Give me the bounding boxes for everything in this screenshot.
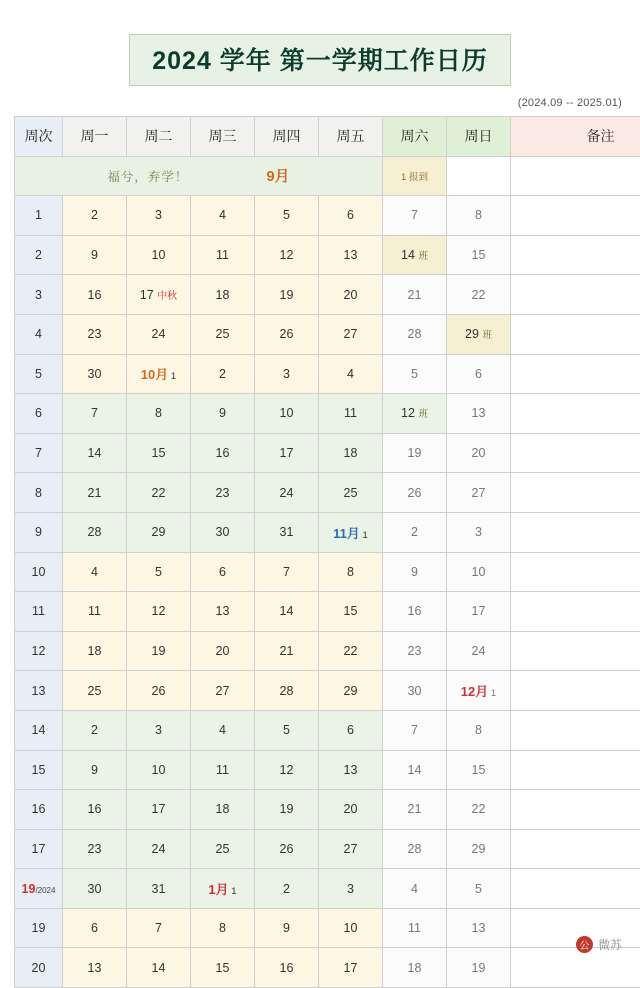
day-cell: 15: [127, 433, 191, 473]
day-cell: 30: [191, 512, 255, 552]
remark-cell: [511, 869, 640, 909]
week-index-cell: 10: [15, 552, 63, 592]
day-cell: 18: [319, 433, 383, 473]
day-cell: 17: [447, 592, 511, 632]
day-cell: 25: [319, 473, 383, 513]
header-remarks: 备注: [511, 117, 640, 157]
day-cell: 13: [319, 235, 383, 275]
day-cell: 3: [255, 354, 319, 394]
day-cell: 16: [255, 948, 319, 988]
day-cell: 20: [319, 790, 383, 830]
day-cell: 10: [319, 908, 383, 948]
remark-cell: [447, 156, 511, 196]
day-cell: 4: [191, 196, 255, 236]
header-saturday: 周六: [383, 117, 447, 157]
day-cell: 13: [319, 750, 383, 790]
table-row: [15, 512, 640, 552]
table-row: [15, 710, 640, 750]
week-index-cell: 16: [15, 790, 63, 830]
day-cell: 19: [127, 631, 191, 671]
day-cell: 10月 1: [127, 354, 191, 394]
day-cell: 12: [127, 592, 191, 632]
table-row: [15, 750, 640, 790]
day-cell: 6: [319, 710, 383, 750]
week-index-cell: 14: [15, 710, 63, 750]
day-cell: 8: [127, 394, 191, 434]
day-cell: 17: [319, 948, 383, 988]
day-cell: 4: [191, 710, 255, 750]
remark-cell: [511, 790, 640, 830]
day-cell: 27: [191, 671, 255, 711]
day-cell: 14: [127, 948, 191, 988]
week-index-cell: 3: [15, 275, 63, 315]
day-cell: 5: [447, 869, 511, 909]
week-index-cell: 17: [15, 829, 63, 869]
remark-cell: [511, 671, 640, 711]
remark-cell: [511, 592, 640, 632]
day-cell: 11月 1: [319, 512, 383, 552]
day-cell: 4: [319, 354, 383, 394]
week-index-cell: 20: [15, 948, 63, 988]
header-monday: 周一: [63, 117, 127, 157]
day-cell: 20: [191, 631, 255, 671]
day-cell: 13: [63, 948, 127, 988]
day-cell: 10: [127, 750, 191, 790]
week-index-cell: 15: [15, 750, 63, 790]
remark-cell: [511, 235, 640, 275]
header-friday: 周五: [319, 117, 383, 157]
day-cell: 16: [63, 275, 127, 315]
remark-cell: [511, 631, 640, 671]
remark-cell: [511, 948, 640, 988]
table-row: [15, 314, 640, 354]
day-cell: 11: [63, 592, 127, 632]
table-row: [15, 829, 640, 869]
day-cell: 28: [63, 512, 127, 552]
table-row: [15, 552, 640, 592]
day-cell: 28: [383, 314, 447, 354]
day-cell: 21: [383, 790, 447, 830]
day-cell: 5: [255, 196, 319, 236]
day-cell: 11: [191, 750, 255, 790]
week-index-cell: 1: [15, 196, 63, 236]
week-index-cell: 6: [15, 394, 63, 434]
day-cell: 21: [383, 275, 447, 315]
header-week-index: 周次: [15, 117, 63, 157]
day-cell: 30: [383, 671, 447, 711]
banner-row: [15, 156, 640, 196]
day-cell: 4: [383, 869, 447, 909]
day-cell: 3: [319, 869, 383, 909]
day-cell: 22: [447, 275, 511, 315]
day-cell: 2: [383, 512, 447, 552]
table-row: [15, 235, 640, 275]
day-cell: 24: [127, 314, 191, 354]
day-cell: 29: [319, 671, 383, 711]
table-row: [15, 948, 640, 988]
remark-cell: [511, 275, 640, 315]
day-cell: 23: [63, 829, 127, 869]
header-sunday: 周日: [447, 117, 511, 157]
day-cell: 16: [63, 790, 127, 830]
day-cell: 12 班: [383, 394, 447, 434]
day-cell: 5: [127, 552, 191, 592]
table-row: [15, 473, 640, 513]
table-row: [15, 592, 640, 632]
day-cell: 26: [383, 473, 447, 513]
day-cell: 9: [63, 235, 127, 275]
day-cell: 17: [127, 790, 191, 830]
day-cell: 24: [127, 829, 191, 869]
table-row: [15, 394, 640, 434]
day-cell: 14: [383, 750, 447, 790]
day-cell: 14: [255, 592, 319, 632]
day-cell: 9: [255, 908, 319, 948]
day-cell: 5: [255, 710, 319, 750]
table-row: [15, 790, 640, 830]
day-cell: 12月 1: [447, 671, 511, 711]
day-cell: 23: [191, 473, 255, 513]
day-cell: 13: [191, 592, 255, 632]
table-row: [15, 671, 640, 711]
day-cell: 27: [319, 829, 383, 869]
remark-cell: [511, 394, 640, 434]
day-cell: 19: [383, 433, 447, 473]
day-cell: 29: [447, 829, 511, 869]
day-cell: 9: [383, 552, 447, 592]
week-index-cell: 2: [15, 235, 63, 275]
banner-month-label: 9月: [266, 165, 289, 186]
day-cell: 4: [63, 552, 127, 592]
day-cell: 7: [127, 908, 191, 948]
day-cell: 2: [255, 869, 319, 909]
day-cell: 22: [447, 790, 511, 830]
page-title: 2024 学年 第一学期工作日历: [129, 34, 511, 86]
remark-cell: [511, 196, 640, 236]
day-cell-report: 1 报到: [383, 156, 447, 196]
week-index-cell: 7: [15, 433, 63, 473]
day-cell: 12: [255, 750, 319, 790]
day-cell: 15: [447, 750, 511, 790]
remark-cell: [511, 433, 640, 473]
table-row: [15, 908, 640, 948]
day-cell: 25: [191, 314, 255, 354]
day-cell: 15: [319, 592, 383, 632]
week-index-cell: 19: [15, 908, 63, 948]
day-cell: 16: [191, 433, 255, 473]
day-cell: 25: [191, 829, 255, 869]
date-range-subtitle: (2024.09 -- 2025.01): [14, 86, 626, 116]
day-cell: 6: [63, 908, 127, 948]
remark-cell: [511, 829, 640, 869]
day-cell: 7: [383, 710, 447, 750]
day-cell: 9: [63, 750, 127, 790]
day-cell: 10: [127, 235, 191, 275]
week-index-cell: 8: [15, 473, 63, 513]
day-cell: 6: [319, 196, 383, 236]
week-index-cell: 9: [15, 512, 63, 552]
week-index-cell: 12: [15, 631, 63, 671]
remark-cell: [511, 710, 640, 750]
watermark-label: 微苏: [598, 936, 622, 953]
day-cell: 21: [63, 473, 127, 513]
day-cell: 3: [127, 710, 191, 750]
day-cell: 21: [255, 631, 319, 671]
day-cell: 7: [255, 552, 319, 592]
day-cell: 15: [191, 948, 255, 988]
day-cell: 16: [383, 592, 447, 632]
remark-cell: [511, 750, 640, 790]
day-cell: 3: [127, 196, 191, 236]
day-cell: 7: [63, 394, 127, 434]
day-cell: 30: [63, 869, 127, 909]
day-cell: 19: [255, 790, 319, 830]
day-cell: 14: [63, 433, 127, 473]
day-cell: 8: [447, 196, 511, 236]
week-index-cell: 11: [15, 592, 63, 632]
header-wednesday: 周三: [191, 117, 255, 157]
day-cell: 8: [447, 710, 511, 750]
work-calendar-table: [14, 116, 640, 988]
day-cell: 11: [191, 235, 255, 275]
day-cell: 22: [319, 631, 383, 671]
table-row: [15, 433, 640, 473]
week-index-cell: 19/2024: [15, 869, 63, 909]
day-cell: 24: [255, 473, 319, 513]
day-cell: 27: [447, 473, 511, 513]
watermark: [576, 936, 622, 953]
day-cell: 25: [63, 671, 127, 711]
day-cell: 26: [255, 829, 319, 869]
day-cell: 18: [191, 275, 255, 315]
day-cell: 28: [255, 671, 319, 711]
week-index-cell: 5: [15, 354, 63, 394]
day-cell: 11: [319, 394, 383, 434]
day-cell: 12: [255, 235, 319, 275]
header-thursday: 周四: [255, 117, 319, 157]
day-cell: 2: [63, 196, 127, 236]
day-cell: 29 班: [447, 314, 511, 354]
day-cell: 2: [191, 354, 255, 394]
day-cell: 2: [63, 710, 127, 750]
day-cell: 3: [447, 512, 511, 552]
day-cell: 17 中秋: [127, 275, 191, 315]
day-cell: 6: [447, 354, 511, 394]
day-cell: 19: [447, 948, 511, 988]
remark-cell: [511, 552, 640, 592]
table-header: [15, 117, 640, 157]
day-cell: 20: [447, 433, 511, 473]
table-row: [15, 869, 640, 909]
day-cell: 27: [319, 314, 383, 354]
watermark-badge-icon: 公: [576, 936, 593, 953]
table-header-row: [15, 117, 640, 157]
day-cell: 18: [191, 790, 255, 830]
table-row: [15, 275, 640, 315]
day-cell: 8: [191, 908, 255, 948]
day-cell: 18: [63, 631, 127, 671]
day-cell: 6: [191, 552, 255, 592]
day-cell: 1月 1: [191, 869, 255, 909]
table-body: [15, 156, 640, 987]
day-cell: 8: [319, 552, 383, 592]
banner-slogan: 福兮，弃学！: [107, 167, 188, 185]
day-cell: 9: [191, 394, 255, 434]
day-cell: 18: [383, 948, 447, 988]
title-container: [14, 0, 626, 86]
table-row: [15, 354, 640, 394]
header-tuesday: 周二: [127, 117, 191, 157]
remark-cell: [511, 354, 640, 394]
week-index-cell: 4: [15, 314, 63, 354]
day-cell: 10: [255, 394, 319, 434]
day-cell: 31: [255, 512, 319, 552]
day-cell: 13: [447, 908, 511, 948]
day-cell: 24: [447, 631, 511, 671]
day-cell: 26: [255, 314, 319, 354]
day-cell: 29: [127, 512, 191, 552]
day-cell: 20: [319, 275, 383, 315]
day-cell: 22: [127, 473, 191, 513]
day-cell: 13: [447, 394, 511, 434]
day-cell: 10: [447, 552, 511, 592]
day-cell: 19: [255, 275, 319, 315]
day-cell: 31: [127, 869, 191, 909]
remark-cell: [511, 473, 640, 513]
banner-cell: [15, 156, 383, 196]
day-cell: 26: [127, 671, 191, 711]
day-cell: 30: [63, 354, 127, 394]
remark-cell: [511, 512, 640, 552]
day-cell: 28: [383, 829, 447, 869]
day-cell: 14 班: [383, 235, 447, 275]
day-cell: 7: [383, 196, 447, 236]
day-cell: 11: [383, 908, 447, 948]
day-cell: 15: [447, 235, 511, 275]
day-cell: 5: [383, 354, 447, 394]
remark-cell: [511, 314, 640, 354]
table-row: [15, 196, 640, 236]
week-index-cell: 13: [15, 671, 63, 711]
day-cell: 23: [63, 314, 127, 354]
table-row: [15, 631, 640, 671]
day-cell: 17: [255, 433, 319, 473]
day-cell: 23: [383, 631, 447, 671]
